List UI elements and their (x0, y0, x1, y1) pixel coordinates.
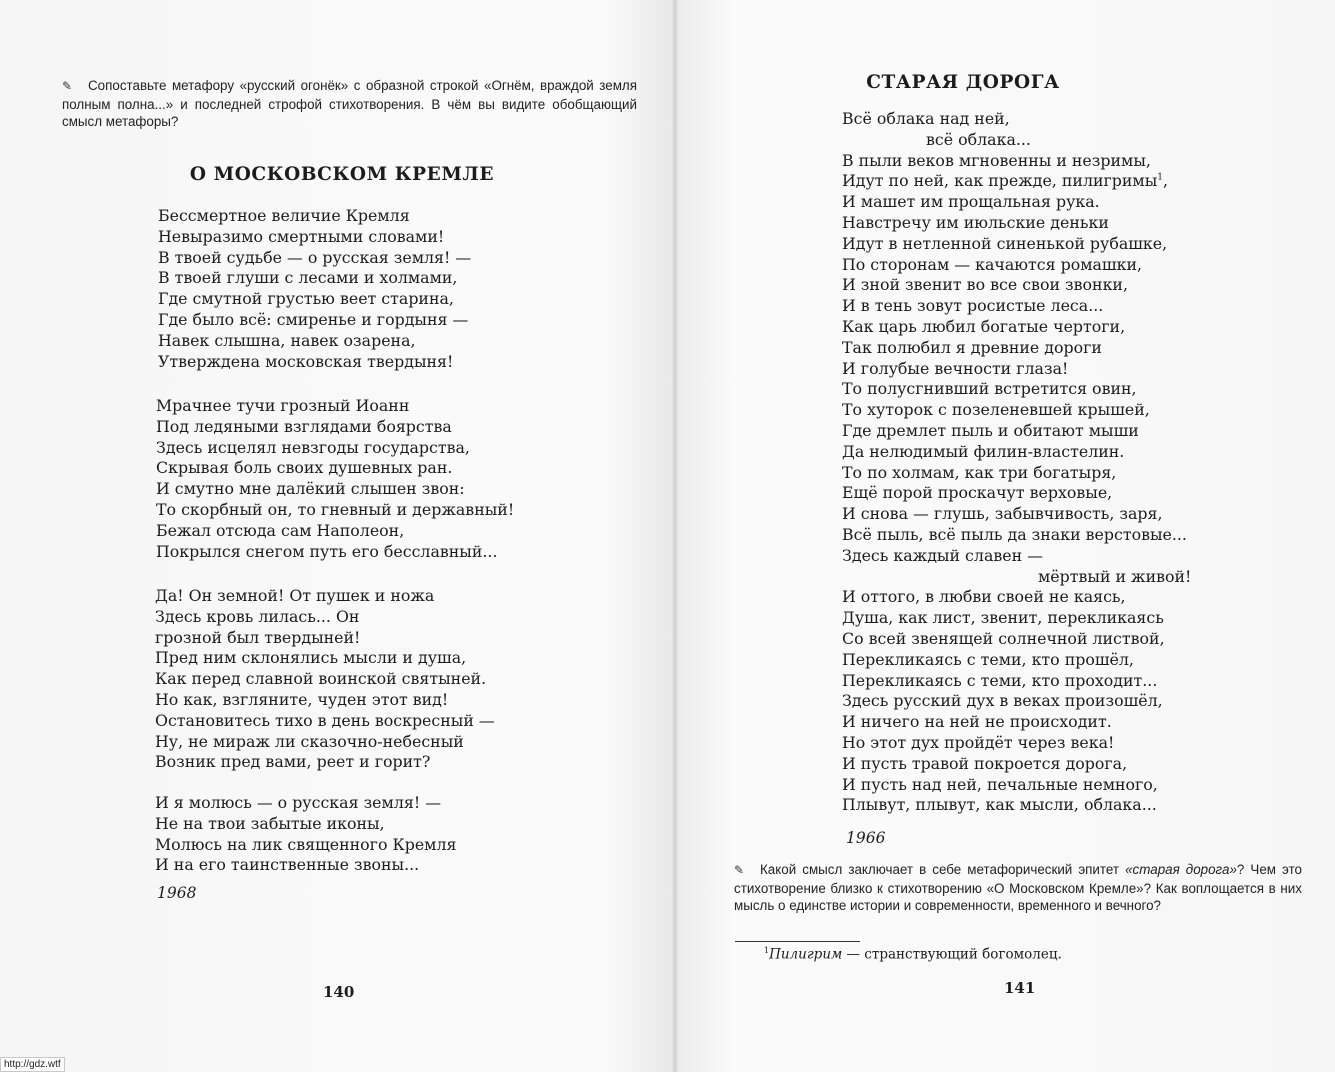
left-stanza-3 (155, 586, 625, 773)
poem-line: Где смутной грустью веет старина, (158, 289, 454, 309)
poem-line: И пусть травой покроется дорога, (842, 753, 1128, 773)
poem-line: И голубые вечности глаза! (842, 358, 1069, 378)
poem-line: И снова — глушь, забывчивость, заря, (842, 504, 1163, 524)
poem-line: Со всей звенящей солнечной листвой, (842, 628, 1165, 648)
poem-line: Всё пыль, всё пыль да знаки верстовые... (842, 524, 1187, 544)
poem-line: То полусгнивший встретится овин, (842, 379, 1137, 399)
left-task (62, 77, 637, 131)
right-page (678, 0, 1335, 1072)
right-task-text-end: ? Чем это стихотворение близко к стихотворению «О Московском Кремле»? Как воплощается в них мысль о единстве истории и современности, временного и вечного? (734, 862, 1303, 913)
poem-line-text: Идут по ней, как прежде, пилигримы (842, 171, 1158, 191)
poem-line: И оттого, в любви своей не каясь, (842, 587, 1126, 607)
pencil-icon: ✎ (734, 863, 745, 877)
poem-line: И я молюсь — о русская земля! — (155, 793, 441, 812)
poem-line: В твоей глуши с лесами и холмами, (158, 268, 458, 288)
left-stanza-2 (156, 396, 514, 562)
footnote-number: 1 (764, 946, 770, 955)
footnote-marker: 1 (1157, 173, 1164, 184)
poem-line: Перекликаясь с теми, кто прошёл, (842, 649, 1134, 669)
poem-line: И пусть над ней, печальные немного, (842, 774, 1158, 794)
poem-line: Бежал отсюда сам Наполеон, (156, 520, 405, 540)
poem-line: Здесь кровь лилась... Он грозной был твердыней! (155, 606, 361, 647)
left-task-text: Сопоставьте метафору «русский огонёк» с образной строкой «Огнём, враждой земля полным полна...» и последней строфой стихотворения. В чём вы видите обобщающий смысл метафоры? (62, 78, 637, 129)
poem-line: Ещё порой проскачут верховые, (842, 483, 1113, 503)
poem-line: То хуторок с позеленевшей крышей, (842, 400, 1150, 420)
poem-line: Так полюбил я древние дороги (842, 337, 1102, 357)
poem-line: Да! Он земной! От пушек и ножа (155, 586, 435, 605)
poem-line: И машет им прощальная рука. (842, 192, 1100, 212)
poem-line: Идут в нетленной синенькой рубашке, (842, 233, 1168, 253)
poem-line: Ну, не мираж ли сказочно-небесный (155, 731, 464, 751)
poem-line: Возник пред вами, реет и горит? (155, 752, 431, 772)
poem-line: Всё облака над ней, (842, 109, 1010, 128)
footnote-term: Пилигрим (769, 946, 843, 963)
footnote-definition: — странствующий богомолец. (842, 946, 1062, 963)
pencil-icon: ✎ (62, 79, 73, 93)
poem-line: Душа, как лист, звенит, перекликаясь (842, 608, 1164, 628)
left-poem-title: О МОСКОВСКОМ КРЕМЛЕ (189, 164, 495, 185)
poem-line: Утверждена московская твердыня! (158, 351, 454, 371)
right-task (734, 861, 1302, 915)
right-task-text-italic: «старая дорога» (1125, 862, 1237, 877)
poem-line: Но как, взгляните, чуден этот вид! (155, 689, 449, 709)
poem-line: Как перед славной воинской святыней. (155, 669, 487, 689)
poem-line: По сторонам — качаются ромашки, (842, 254, 1143, 274)
poem-line: Не на твои забытые иконы, (155, 813, 385, 833)
source-watermark: http://gdz.wtf (0, 1057, 65, 1072)
right-poem-body (842, 109, 1191, 816)
poem-line: Здесь русский дух в веках произошёл, (842, 691, 1163, 711)
poem-line: И на его таинственные звоны... (155, 855, 420, 875)
poem-line: В твоей судьбе — о русская земля! — (158, 247, 472, 267)
poem-line: Мрачнее тучи грозный Иоанн (156, 396, 410, 415)
poem-line: Здесь каждый славен — (842, 545, 1043, 565)
left-poem-year: 1968 (157, 884, 197, 902)
poem-line: Перекликаясь с теми, кто проходит... (842, 670, 1158, 690)
footnote-divider (735, 941, 860, 942)
poem-line: И ничего на ней не происходит. (842, 712, 1112, 732)
footnote (764, 946, 1062, 963)
poem-line: всё облака... (926, 129, 1031, 149)
poem-line: Да нелюдимый филин-властелин. (842, 441, 1125, 461)
poem-line: Но этот дух пройдёт через века! (842, 732, 1115, 752)
poem-line: Плывут, плывут, как мысли, облака... (842, 795, 1157, 815)
poem-line-with-footnote: Идут по ней, как прежде, пилигримы$^1$, (842, 171, 1169, 191)
poem-line: И смутно мне далёкий слышен звон: (156, 479, 465, 499)
poem-line: Как царь любил богатые чертоги, (842, 316, 1126, 336)
poem-line: Пред ним склонялись мысли и душа, (155, 648, 467, 668)
poem-line: То скорбный он, то гневный и державный! (156, 499, 515, 519)
poem-line: И в тень зовут росистые леса... (842, 296, 1104, 316)
poem-line: Где дремлет пыль и обитают мыши (842, 420, 1139, 440)
poem-line: Навек слышна, навек озарена, (158, 330, 416, 350)
right-poem-title: СТАРАЯ ДОРОГА (866, 72, 1060, 93)
poem-line: Навстречу им июльские деньки (842, 212, 1109, 232)
poem-line: Скрывая боль своих душевных ран. (156, 458, 453, 478)
poem-line: Под ледяными взглядами боярства (156, 416, 452, 436)
right-page-number: 141 (1004, 979, 1036, 997)
poem-line: Где было всё: смиренье и гордыня — (158, 309, 469, 329)
right-poem-year: 1966 (846, 829, 886, 847)
right-task-text-start: Какой смысл заключает в себе метафорический эпитет (760, 862, 1126, 877)
poem-line: В пыли веков мгновенны и незримы, (842, 150, 1151, 170)
poem-line: мёртвый и живой! (1038, 566, 1192, 586)
poem-line: Бессмертное величие Кремля (158, 206, 410, 225)
poem-line: То по холмам, как три богатыря, (842, 462, 1117, 482)
poem-line: Остановитесь тихо в день воскресный — (155, 710, 495, 730)
poem-line: И зной звенит во все свои звонки, (842, 275, 1128, 295)
left-stanza-4 (155, 793, 456, 876)
poem-line: Покрылся снегом путь его бесславный... (156, 541, 498, 561)
poem-line: Невыразимо смертными словами! (158, 226, 445, 246)
poem-line: Молюсь на лик священного Кремля (155, 834, 457, 854)
poem-line: Здесь исцелял невзгоды государства, (156, 437, 470, 457)
left-stanza-1 (158, 206, 471, 372)
left-page-number: 140 (323, 983, 355, 1001)
